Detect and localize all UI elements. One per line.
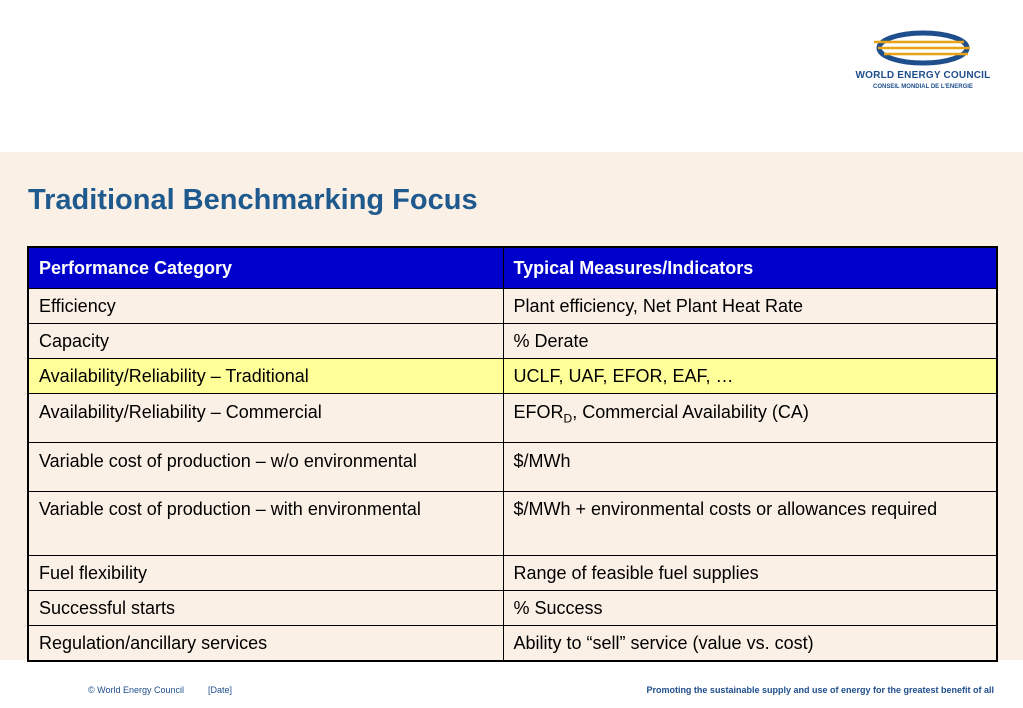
table-row [28, 556, 997, 591]
table-row [28, 324, 997, 359]
measure-cell: Ability to “sell” service (value vs. cost) [503, 626, 997, 662]
category-cell: Availability/Reliability – Commercial [28, 394, 503, 443]
measure-cell: $/MWh [503, 443, 997, 492]
category-cell: Successful starts [28, 591, 503, 626]
table-row [28, 394, 997, 443]
measure-cell [503, 394, 997, 443]
measure-cell: UCLF, UAF, EFOR, EAF, … [503, 359, 997, 394]
benchmarking-table [27, 246, 998, 662]
world-energy-council-logo [848, 30, 998, 100]
category-cell: Variable cost of production – w/o environmental [28, 443, 503, 492]
measure-subscript: D [563, 411, 573, 426]
logo-title: WORLD ENERGY COUNCIL [855, 70, 991, 81]
category-cell: Fuel flexibility [28, 556, 503, 591]
category-cell: Variable cost of production – with environmental [28, 492, 503, 556]
table-row [28, 289, 997, 324]
measure-cell: Plant efficiency, Net Plant Heat Rate [503, 289, 997, 324]
header-performance-category: Performance Category [28, 247, 503, 289]
table-row [28, 492, 997, 556]
footer-date: [Date] [208, 685, 233, 695]
measure-prefix: EFOR [513, 402, 564, 422]
footer-tagline: Promoting the sustainable supply and use of energy for the greatest benefit of all [646, 685, 994, 695]
table-row-highlighted [28, 359, 997, 394]
measure-cell: $/MWh + environmental costs or allowances required [503, 492, 997, 556]
measure-cell: % Derate [503, 324, 997, 359]
header-typical-measures: Typical Measures/Indicators [503, 247, 997, 289]
measure-cell: % Success [503, 591, 997, 626]
globe-logo-icon [874, 30, 972, 66]
slide-title: Traditional Benchmarking Focus [28, 184, 478, 216]
table-row [28, 591, 997, 626]
table-row [28, 443, 997, 492]
category-cell: Efficiency [28, 289, 503, 324]
table-row [28, 626, 997, 662]
logo-subtitle: CONSEIL MONDIAL DE L'ENERGIE [873, 84, 973, 90]
measure-suffix: , Commercial Availability (CA) [572, 402, 809, 422]
footer-copyright: © World Energy Council [88, 685, 185, 695]
table-header-row [28, 247, 997, 289]
category-cell: Regulation/ancillary services [28, 626, 503, 662]
measure-cell: Range of feasible fuel supplies [503, 556, 997, 591]
category-cell: Availability/Reliability – Traditional [28, 359, 503, 394]
category-cell: Capacity [28, 324, 503, 359]
